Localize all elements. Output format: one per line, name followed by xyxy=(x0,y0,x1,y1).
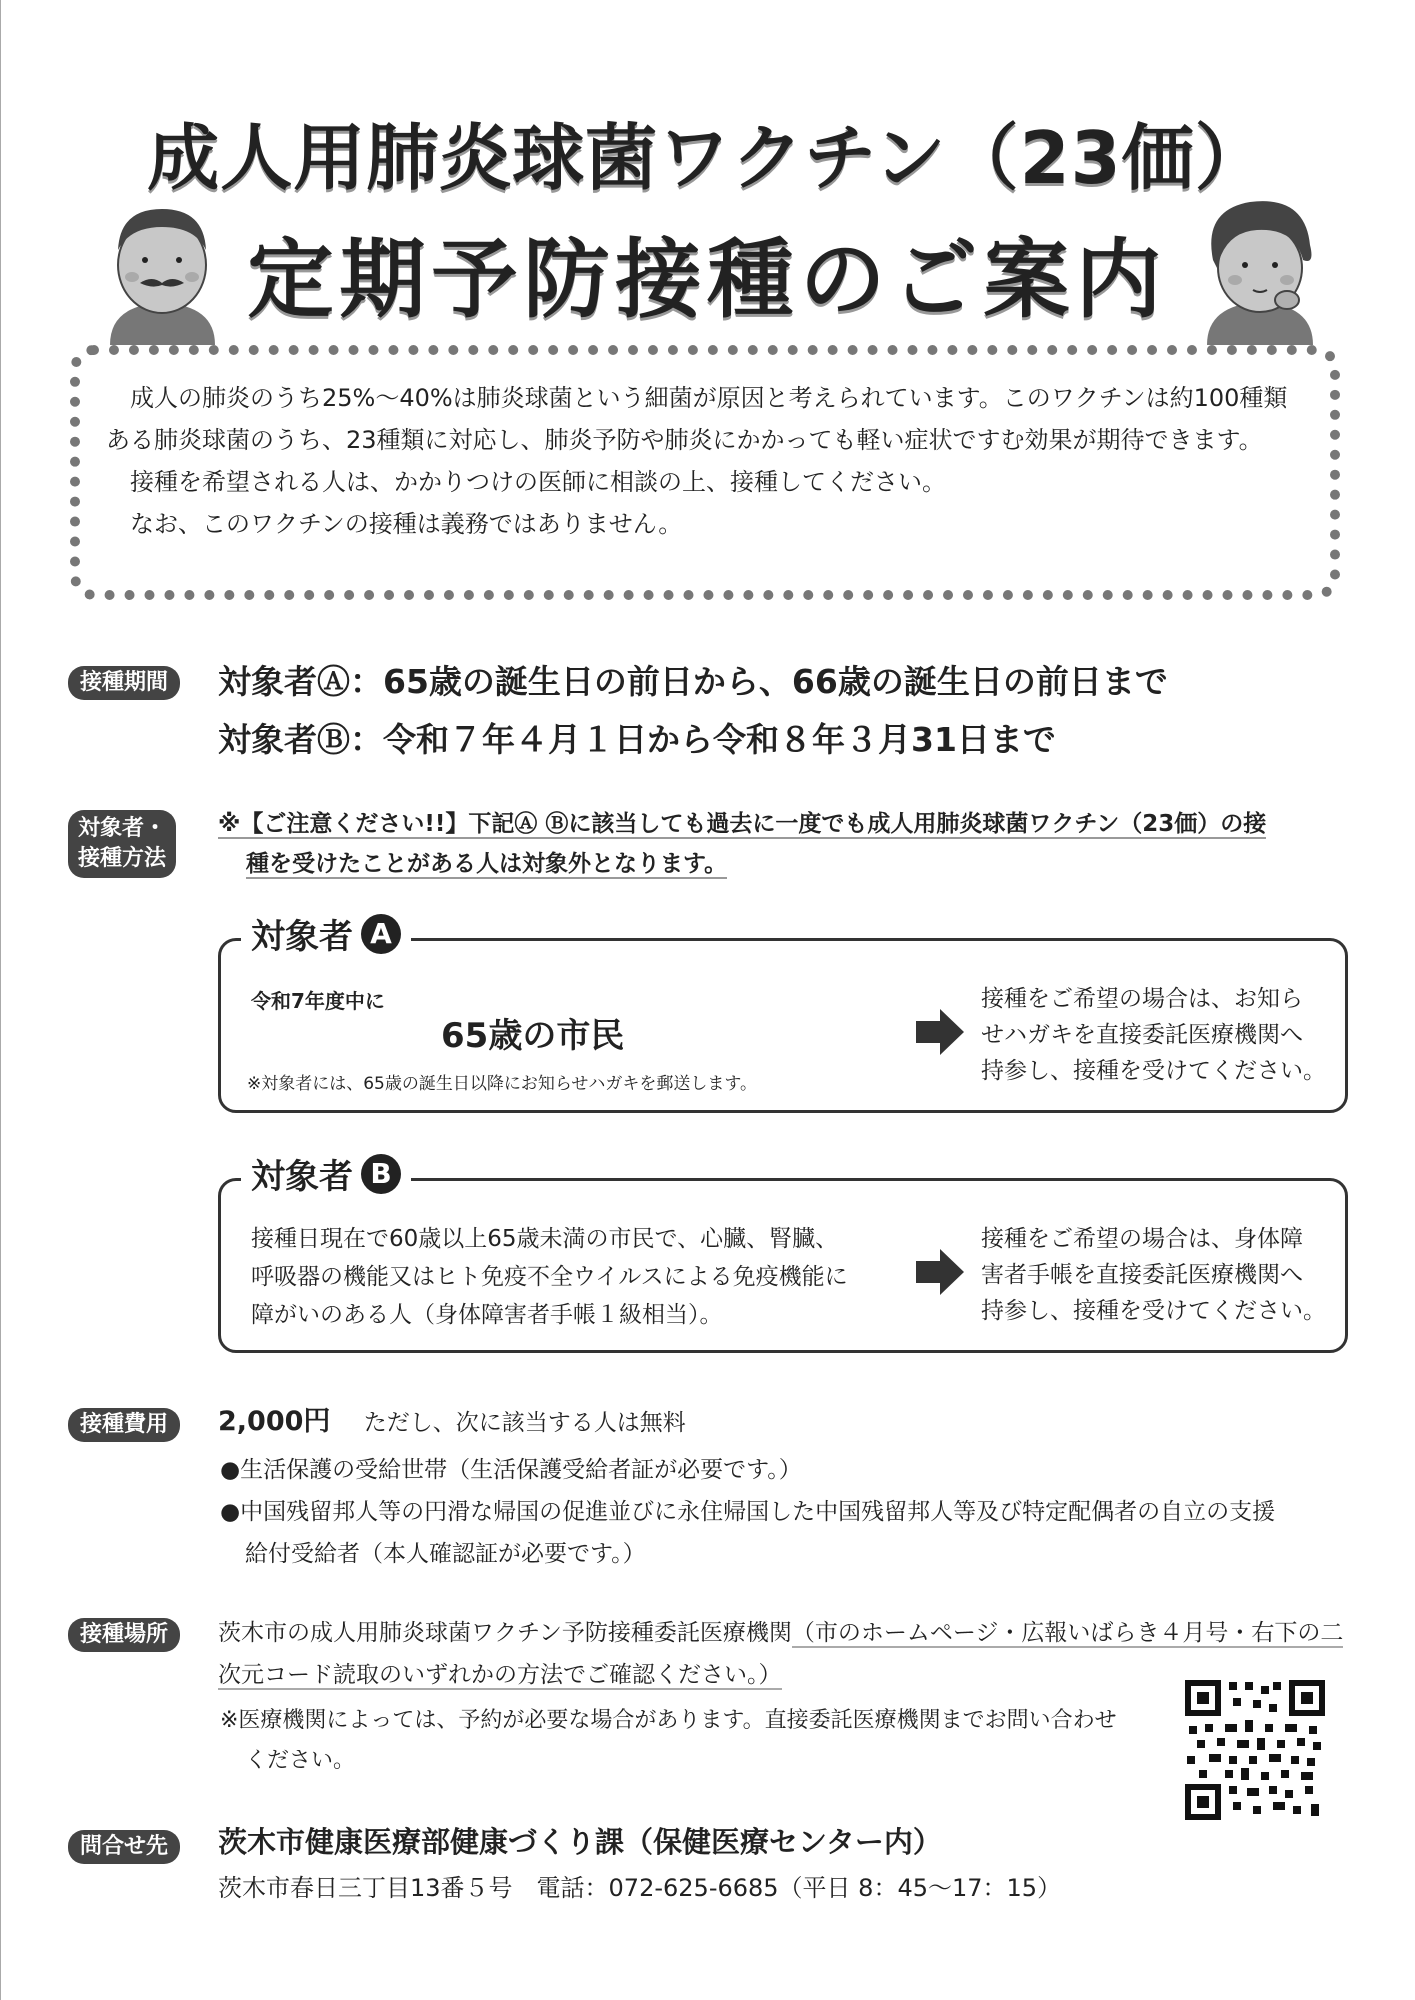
group-a-title xyxy=(241,909,411,958)
arrow-right-icon xyxy=(916,1009,964,1055)
method-note-text2: 種を受けたことがある人は対象外となります。 xyxy=(246,851,728,877)
group-a-frame xyxy=(218,916,1348,1113)
place-line1 xyxy=(218,1613,1343,1653)
group-a-label: 対象者 xyxy=(251,917,353,957)
contact-name: 茨木市健康医療部健康づくり課（保健医療センター内） xyxy=(218,1825,942,1859)
title-line1: 成人用肺炎球菌ワクチン（23価） xyxy=(147,116,1268,200)
group-a-main: 65歳の市民 xyxy=(441,1016,625,1056)
qr-code[interactable] xyxy=(1185,1680,1325,1820)
group-b-line1: 接種日現在で60歳以上65歳未満の市民で、心臓、腎臓、 xyxy=(251,1226,839,1252)
method-tag-line1: 対象者・ xyxy=(78,816,167,841)
man-illustration xyxy=(100,195,225,345)
group-b-label: 対象者 xyxy=(251,1157,353,1197)
fee-item2-line2: 給付受給者（本人確認証が必要です。） xyxy=(245,1541,646,1567)
group-a-letter: A xyxy=(361,914,401,954)
arrow-right-icon xyxy=(916,1249,964,1295)
fee-price-note: ただし、次に該当する人は無料 xyxy=(363,1410,686,1436)
place-tag: 接種場所 xyxy=(68,1618,180,1652)
group-b-frame xyxy=(218,1156,1348,1353)
contact-tag: 問合せ先 xyxy=(68,1830,180,1864)
intro-paragraph-3: なお、このワクチンの接種は義務ではありません。 xyxy=(130,510,683,538)
place-line1b: （市のホームページ・広報いばらき４月号・右下の二 xyxy=(791,1620,1344,1646)
place-line2 xyxy=(218,1655,782,1695)
group-b-line3: 障がいのある人（身体障害者手帳１級相当）。 xyxy=(251,1302,723,1328)
method-tag-line2: 接種方法 xyxy=(78,846,167,871)
method-tag xyxy=(68,810,176,878)
title-line2: 定期予防接種のご案内 xyxy=(247,230,1168,330)
place-note-line2: ください。 xyxy=(245,1748,356,1773)
fee-item1: ●生活保護の受給世帯（生活保護受給者証が必要です。） xyxy=(220,1457,802,1483)
place-line2-text: 次元コード読取のいずれかの方法でご確認ください。） xyxy=(218,1662,782,1688)
group-b-right-2: 害者手帳を直接委託医療機関へ xyxy=(981,1262,1303,1288)
group-a-right-2: せハガキを直接委託医療機関へ xyxy=(981,1022,1303,1048)
intro-paragraph-2: 接種を希望される人は、かかりつけの医師に相談の上、接種してください。 xyxy=(130,468,946,496)
contact-address: 茨木市春日三丁目13番５号 電話：072-625-6685（平日 8：45～17：15） xyxy=(218,1874,1062,1902)
period-a: 対象者Ⓐ：65歳の誕生日の前日から、66歳の誕生日の前日まで xyxy=(218,662,1168,701)
group-b-title xyxy=(241,1149,411,1198)
group-a-sub: 令和7年度中に xyxy=(251,989,385,1013)
group-b-right-1: 接種をご希望の場合は、身体障 xyxy=(981,1226,1303,1252)
place-note-line1: ※医療機関によっては、予約が必要な場合があります。直接委託医療機関までお問い合わせ xyxy=(220,1708,1117,1733)
group-b-line2: 呼吸器の機能又はヒト免疫不全ウイルスによる免疫機能に xyxy=(251,1264,848,1290)
method-note-text1: ※【ご注意ください!!】下記Ⓐ Ⓑに該当しても過去に一度でも成人用肺炎球菌ワクチン（23価）の接 xyxy=(218,811,1267,837)
woman-illustration xyxy=(1195,190,1325,345)
group-a-right-3: 持参し、接種を受けてください。 xyxy=(981,1058,1326,1084)
period-tag: 接種期間 xyxy=(68,666,180,700)
fee-price: 2,000円 xyxy=(218,1406,331,1437)
group-a-note: ※対象者には、65歳の誕生日以降にお知らせハガキを郵送します。 xyxy=(247,1074,758,1094)
period-b: 対象者Ⓑ：令和７年４月１日から令和８年３月31日まで xyxy=(218,720,1056,759)
fee-item2-line1: ●中国残留邦人等の円滑な帰国の促進並びに永住帰国した中国残留邦人等及び特定配偶者の自立の支援 xyxy=(220,1499,1276,1525)
group-b-right-3: 持参し、接種を受けてください。 xyxy=(981,1298,1326,1324)
intro-paragraph-1: 成人の肺炎のうち25%～40%は肺炎球菌という細菌が原因と考えられています。このワクチンは約100種類ある肺炎球菌のうち、23種類に対応し、肺炎予防や肺炎にかかっても軽い症状ですむ効果が期待できます。 xyxy=(106,384,1288,454)
method-note-line1 xyxy=(218,804,1266,844)
fee-line xyxy=(218,1402,686,1443)
method-note-line2 xyxy=(246,844,727,884)
fee-tag: 接種費用 xyxy=(68,1408,180,1442)
intro-box xyxy=(70,345,1340,600)
group-a-right-1: 接種をご希望の場合は、お知ら xyxy=(981,986,1303,1012)
group-b-letter: B xyxy=(361,1154,401,1194)
place-line1a: 茨木市の成人用肺炎球菌ワクチン予防接種委託医療機関 xyxy=(218,1620,792,1646)
